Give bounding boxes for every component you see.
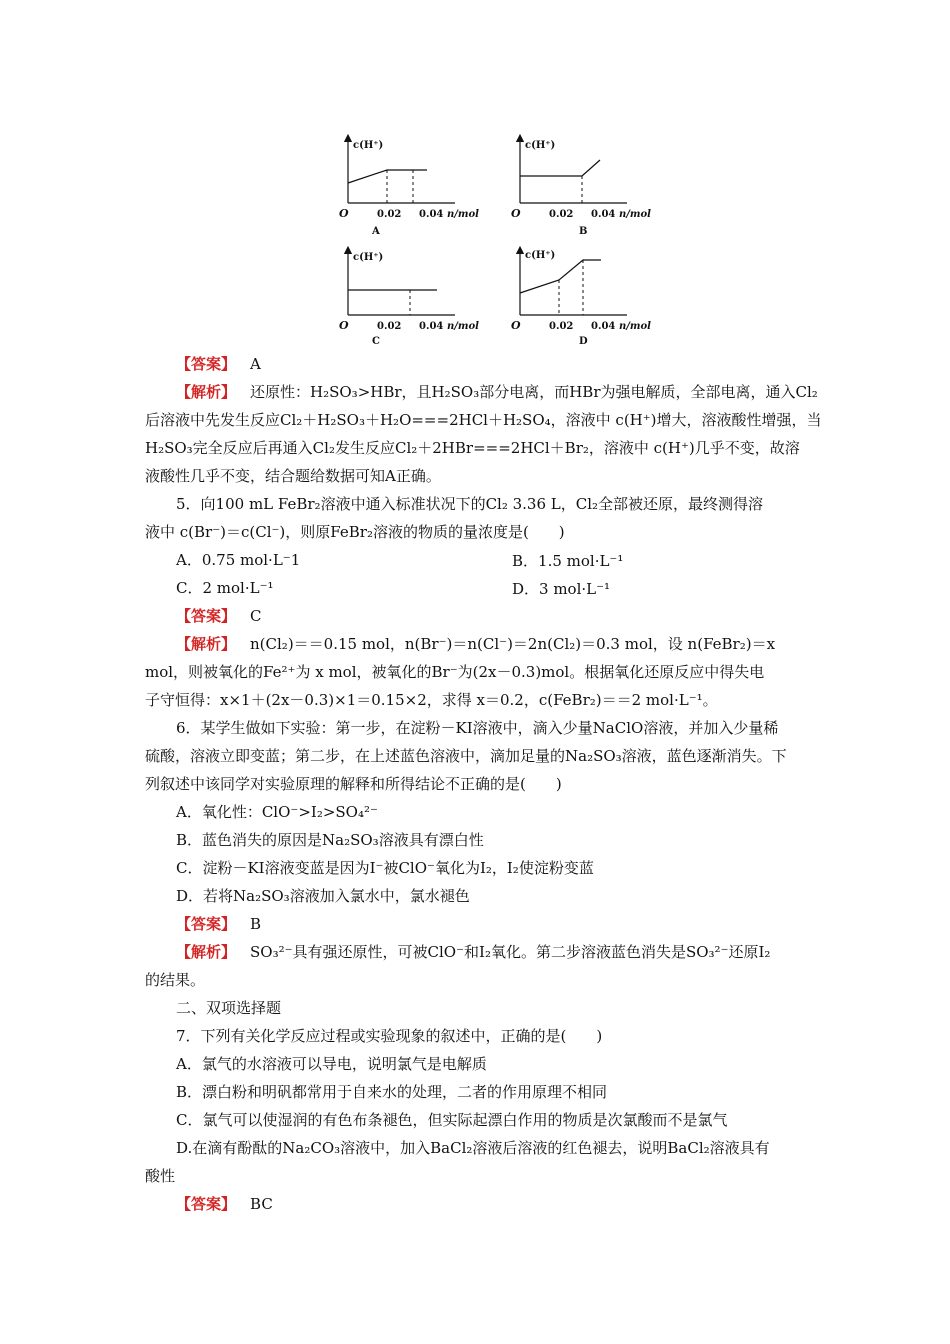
q7-option-d-line-1: D.在滴有酚酞的Na₂CO₃溶液中，加入BaCl₂溶液后溶液的红色褪去，说明BaCl₂溶液具有 bbox=[176, 1139, 770, 1157]
q5-answer-value: C bbox=[250, 607, 262, 625]
q4-analysis-line-2: 后溶液中先发生反应Cl₂＋H₂SO₃＋H₂O===2HCl＋H₂SO₄，溶液中 c(H⁺)增大，溶液酸性增强，当 bbox=[145, 411, 822, 429]
graph-b bbox=[511, 138, 651, 237]
graph-d-caption: D bbox=[579, 336, 588, 347]
q5-option-d: D．3 mol·L⁻¹ bbox=[512, 580, 611, 598]
q7-stem: 7．下列有关化学反应过程或实验现象的叙述中，正确的是( ) bbox=[176, 1027, 603, 1045]
q5-option-c: C．2 mol·L⁻¹ bbox=[176, 579, 274, 597]
q6-option-d: D．若将Na₂SO₃溶液加入氯水中，氯水褪色 bbox=[176, 887, 470, 905]
graph-b-y-label: c(H⁺) bbox=[525, 140, 556, 151]
graph-c-x-unit: n/mol bbox=[447, 321, 479, 332]
graph-a bbox=[339, 138, 479, 237]
graph-c-tick-1: 0.02 bbox=[377, 321, 402, 332]
graph-b-tick-1: 0.02 bbox=[549, 209, 574, 220]
graph-d-tick-2: 0.04 bbox=[591, 321, 616, 332]
q7-option-a: A．氯气的水溶液可以导电，说明氯气是电解质 bbox=[176, 1055, 487, 1073]
q5-analysis-line-3: 子守恒得：x×1＋(2x－0.3)×1＝0.15×2，求得 x＝0.2，c(FeBr₂)＝＝2 mol·L⁻¹。 bbox=[145, 691, 718, 709]
q5-option-b: B．1.5 mol·L⁻¹ bbox=[512, 552, 624, 570]
graph-d bbox=[511, 250, 651, 347]
q5-stem-line-1: 5．向100 mL FeBr₂溶液中通入标准状况下的Cl₂ 3.36 L，Cl₂全部被还原，最终测得溶 bbox=[176, 495, 764, 513]
analysis-label: 【解析】 bbox=[176, 943, 237, 961]
graph-a-origin: O bbox=[339, 207, 349, 220]
q7-answer-line bbox=[176, 1194, 273, 1214]
answer-label: 【答案】 bbox=[176, 607, 237, 625]
graph-d-x-unit: n/mol bbox=[619, 321, 651, 332]
q5-analysis-line-1 bbox=[176, 634, 775, 654]
graph-c-origin: O bbox=[339, 319, 349, 332]
graph-c-y-label: c(H⁺) bbox=[353, 252, 384, 263]
analysis-label: 【解析】 bbox=[176, 635, 237, 653]
answer-label: 【答案】 bbox=[176, 915, 237, 933]
graph-d-tick-1: 0.02 bbox=[549, 321, 574, 332]
q4-analysis-line-3: H₂SO₃完全反应后再通入Cl₂发生反应Cl₂＋2HBr===2HCl＋Br₂，溶液中 c(H⁺)几乎不变，故溶 bbox=[145, 439, 800, 457]
q5-stem-line-2: 液中 c(Br⁻)＝c(Cl⁻)，则原FeBr₂溶液的物质的量浓度是( ) bbox=[145, 523, 565, 541]
graph-b-tick-2: 0.04 bbox=[591, 209, 616, 220]
q6-option-a: A．氧化性：ClO⁻>I₂>SO₄²⁻ bbox=[176, 803, 378, 821]
graph-b-origin: O bbox=[511, 207, 521, 220]
graph-d-origin: O bbox=[511, 319, 521, 332]
graph-b-caption: B bbox=[579, 226, 588, 237]
q6-stem-line-2: 硫酸，溶液立即变蓝；第二步，在上述蓝色溶液中，滴加足量的Na₂SO₃溶液，蓝色逐渐消失。下 bbox=[145, 747, 787, 765]
graph-a-tick-2: 0.04 bbox=[419, 209, 444, 220]
graph-d-y-label: c(H⁺) bbox=[525, 250, 556, 261]
q6-analysis-line-1 bbox=[176, 942, 770, 962]
q6-option-c: C．淀粉－KI溶液变蓝是因为I⁻被ClO⁻氧化为I₂，I₂使淀粉变蓝 bbox=[176, 859, 594, 877]
q6-answer-line bbox=[176, 914, 261, 934]
graph-c-caption: C bbox=[372, 336, 380, 347]
q4-answer-value: A bbox=[250, 355, 261, 373]
answer-label: 【答案】 bbox=[176, 355, 237, 373]
q4-analysis-line-4: 液酸性几乎不变，结合题给数据可知A正确。 bbox=[145, 467, 441, 485]
section-heading: 二、双项选择题 bbox=[176, 999, 282, 1017]
graph-a-tick-1: 0.02 bbox=[377, 209, 402, 220]
q6-analysis-line-2: 的结果。 bbox=[145, 971, 206, 989]
q5-analysis-text-1: n(Cl₂)＝＝0.15 mol，n(Br⁻)＝n(Cl⁻)＝2n(Cl₂)＝0.3 mol，设 n(FeBr₂)＝x bbox=[250, 635, 776, 653]
q7-option-b: B．漂白粉和明矾都常用于自来水的处理，二者的作用原理不相同 bbox=[176, 1083, 608, 1101]
q6-stem-line-1: 6．某学生做如下实验：第一步，在淀粉－KI溶液中，滴入少量NaClO溶液，并加入少量稀 bbox=[176, 719, 779, 737]
graph-a-x-unit: n/mol bbox=[447, 209, 479, 220]
q6-analysis-text-1: SO₃²⁻具有强还原性，可被ClO⁻和I₂氧化。第二步溶液蓝色消失是SO₃²⁻还原I₂ bbox=[250, 943, 771, 961]
graph-c bbox=[339, 250, 479, 347]
q7-option-d-line-2: 酸性 bbox=[145, 1167, 176, 1185]
graph-a-y-label: c(H⁺) bbox=[353, 140, 384, 151]
q4-analysis-line-1 bbox=[176, 382, 818, 402]
graph-a-caption: A bbox=[372, 226, 380, 237]
q4-answer-line bbox=[176, 354, 261, 374]
q7-answer-value: BC bbox=[250, 1195, 273, 1213]
q5-analysis-line-2: mol，则被氧化的Fe²⁺为 x mol，被氧化的Br⁻为(2x－0.3)mol。根据氧化还原反应中得失电 bbox=[145, 663, 765, 681]
q6-option-b: B．蓝色消失的原因是Na₂SO₃溶液具有漂白性 bbox=[176, 831, 484, 849]
graph-b-x-unit: n/mol bbox=[619, 209, 651, 220]
q5-answer-line bbox=[176, 606, 262, 626]
q5-option-a: A．0.75 mol·L⁻1 bbox=[176, 551, 301, 569]
graph-c-tick-2: 0.04 bbox=[419, 321, 444, 332]
analysis-label: 【解析】 bbox=[176, 383, 237, 401]
q4-analysis-text-1: 还原性：H₂SO₃>HBr，且H₂SO₃部分电离，而HBr为强电解质，全部电离，通入Cl₂ bbox=[250, 383, 818, 401]
q6-answer-value: B bbox=[250, 915, 262, 933]
q7-option-c: C．氯气可以使湿润的有色布条褪色，但实际起漂白作用的物质是次氯酸而不是氯气 bbox=[176, 1111, 728, 1129]
answer-label: 【答案】 bbox=[176, 1195, 237, 1213]
graphs-figure bbox=[325, 128, 665, 350]
q6-stem-line-3: 列叙述中该同学对实验原理的解释和所得结论不正确的是( ) bbox=[145, 775, 562, 793]
